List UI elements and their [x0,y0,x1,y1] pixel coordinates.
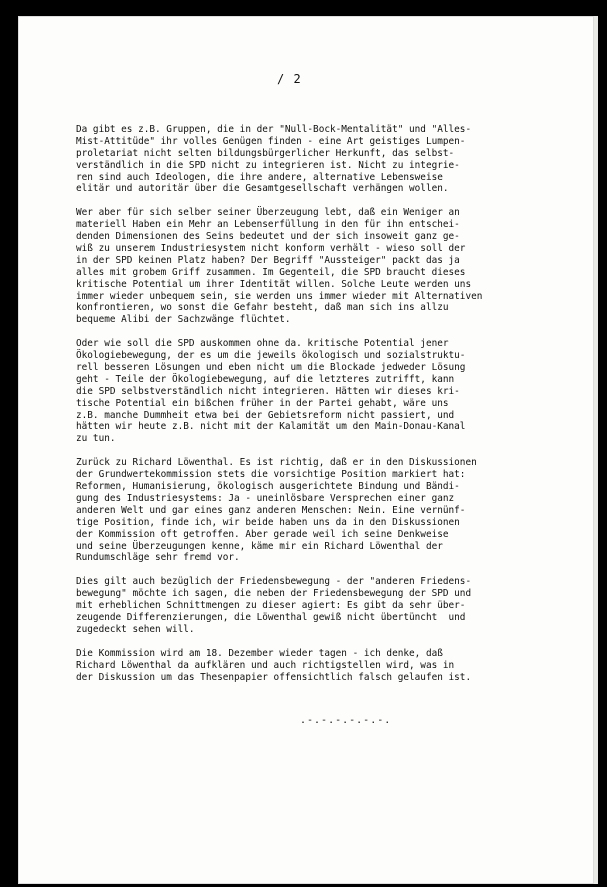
text-line: Ökologiebewegung, der es um die jeweils ökologisch und sozialstruktu- [76,350,466,362]
text-line: denden Dimensionen des Seins bedeutet und der sich insoweit ganz ge- [76,231,460,243]
paragraph-kommission [76,648,546,684]
paragraph-loewenthal [76,457,546,564]
text-line: und seine Überzeugungen kenne, käme mir ein Richard Löwenthal der [76,540,443,552]
paragraph-ueberzeugung [76,207,546,326]
paragraph-friedensbewegung [76,576,546,635]
text-line: geht - Teile der Ökologiebewegung, auf die letzteres zutrifft, kann [76,373,455,385]
text-line: zu tun. [76,433,116,445]
text-line: Rundumschläge sehr fremd vor. [76,552,240,564]
text-line: konfrontieren, wo sonst die Gefahr besteht, daß man sich ins allzu [76,302,449,314]
text-line: Richard Löwenthal da aufklären und auch richtigstellen wird, was in [76,659,455,671]
text-line: wiß zu unserem Industriesystem nicht konform verhält - wieso soll der [76,243,466,255]
text-line: alles mit grobem Griff zusammen. Im Gegenteil, die SPD braucht dieses [76,266,466,278]
text-line: der Kommission oft getroffen. Aber gerade weil ich seine Denkweise [76,528,449,540]
text-line: verständlich in die SPD nicht zu integrieren ist. Nicht zu integrie- [76,159,460,171]
text-line: die SPD selbstverständlich nicht integrieren. Hätten wir dieses kri- [76,385,460,397]
text-line: Mist-Attitüde" ihr volles Genügen finden - eine Art geistiges Lumpen- [76,135,466,147]
text-line: Reformen, Humanisierung, ökologisch ausgerichtete Bindung und Bändi- [76,481,460,493]
text-line: tische Potential ein bißchen früher in der Partei gehabt, wäre uns [76,397,449,409]
text-line: der Diskussion um das Thesenpapier offensichtlich falsch gelaufen ist. [76,671,472,683]
text-line: Da gibt es z.B. Gruppen, die in der "Null-Bock-Mentalität" und "Alles- [76,124,472,135]
text-line: rell besseren Lösungen und eben nicht um die Blockade jedweder Lösung [76,362,466,374]
text-line: zeugende Differenzierungen, die Löwenthal gewiß nicht übertüncht und [76,611,466,623]
page-edge [594,16,598,884]
text-line: proletariat nicht selten bildungsbürgerlicher Herkunft, das selbst- [76,147,455,159]
text-line: in der SPD keinen Platz haben? Der Begriff "Aussteiger" packt das ja [76,254,460,266]
text-line: Zurück zu Richard Löwenthal. Es ist richtig, daß er in den Diskussionen [76,457,477,469]
page-number: / 2 [277,72,302,86]
text-line: immer wieder unbequem sein, sie werden uns immer wieder mit Alternativen [76,290,483,302]
text-line: mit erheblichen Schnittmengen zu dieser agiert: Es gibt da sehr über- [76,600,466,612]
text-line: Wer aber für sich selber seiner Überzeugung lebt, daß ein Weniger an [76,207,460,219]
text-line: Die Kommission wird am 18. Dezember wieder tagen - ich denke, daß [76,647,443,659]
text-line: bequeme Alibi der Sachzwänge flüchtet. [76,314,291,326]
text-line: z.B. manche Dummheit etwa bei der Gebietsreform nicht passiert, und [76,409,455,421]
text-line: elitär und autoritär über die Gesamtgesellschaft verhängen wollen. [76,183,449,195]
text-line: tige Position, finde ich, wir beide haben uns da in den Diskussionen [76,516,460,528]
paragraph-oekologiebewegung [76,338,546,445]
text-line: bewegung" möchte ich sagen, die neben der Friedensbewegung der SPD und [76,588,472,600]
document-body [76,124,546,695]
text-line: gung des Industriesystems: Ja - uneinlösbare Versprechen einer ganz [76,492,455,504]
text-line: kritische Potential um ihrer Identität willen. Solche Leute werden uns [76,278,472,290]
text-line: anderen Welt und gar eines ganz anderen Menschen: Nein. Eine vernünf- [76,504,466,516]
text-line: zugedeckt sehen will. [76,623,195,635]
closing-mark: .-.-.-.-.-.-. [300,715,392,726]
text-line: hätten wir heute z.B. nicht mit der Kalamität um den Main-Donau-Kanal [76,421,466,433]
text-line: ren sind auch Ideologen, die ihre andere, alternative Lebensweise [76,171,443,183]
text-line: der Grundwertekommission stets die vorsichtige Position markiert hat: [76,469,466,481]
text-line: Oder wie soll die SPD auskommen ohne da. kritische Potential jener [76,338,449,350]
paragraph-null-bock [76,124,546,195]
text-line: materiell Haben ein Mehr an Lebenserfüllung in den für ihn entschei- [76,219,460,231]
text-line: Dies gilt auch bezüglich der Friedensbewegung - der "anderen Friedens- [76,576,472,588]
